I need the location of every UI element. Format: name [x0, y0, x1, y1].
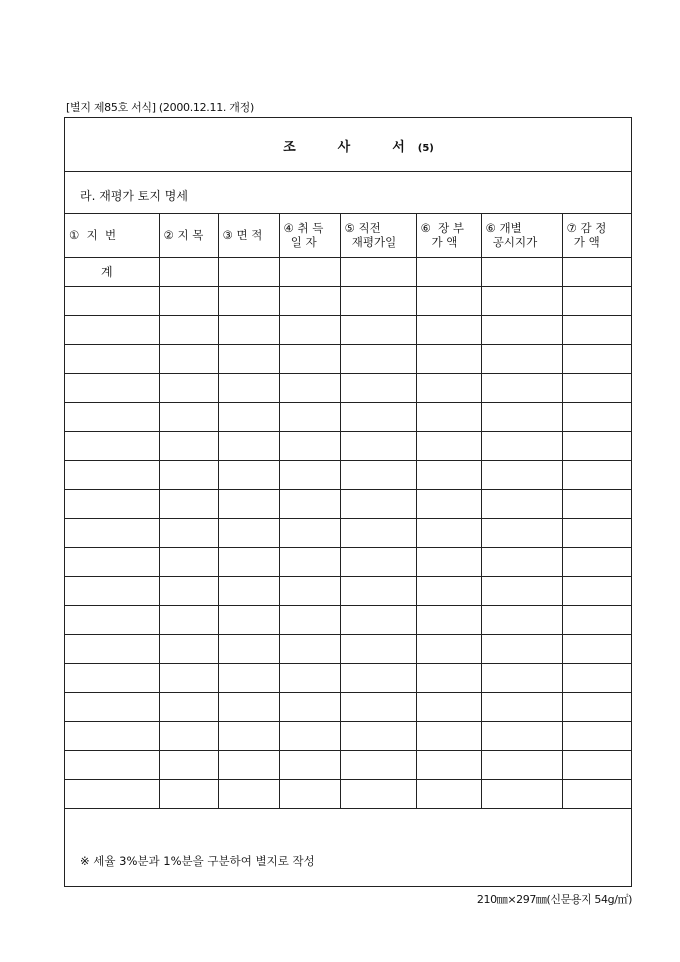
table-cell[interactable]: [218, 489, 279, 518]
table-cell[interactable]: [218, 605, 279, 634]
col-book-value: ⑥ 장 부 가 액: [420, 221, 464, 250]
blank-rows: [65, 286, 631, 808]
table-cell[interactable]: [218, 518, 279, 547]
table-cell[interactable]: [562, 460, 631, 489]
table-row: [65, 547, 631, 576]
table-cell[interactable]: [562, 489, 631, 518]
title-char: 조: [283, 140, 296, 155]
table-cell[interactable]: [562, 692, 631, 721]
table-cell[interactable]: [159, 460, 218, 489]
table-cell[interactable]: [65, 286, 159, 315]
table-cell[interactable]: [279, 402, 340, 431]
table-cell[interactable]: [481, 605, 562, 634]
table-cell[interactable]: [481, 373, 562, 402]
table-cell[interactable]: [218, 663, 279, 692]
header-cell: [562, 214, 631, 257]
table-header: [65, 214, 631, 257]
table-cell[interactable]: [562, 663, 631, 692]
col-area: ③ 면 적: [222, 228, 263, 243]
table-cell[interactable]: [481, 750, 562, 779]
table-cell[interactable]: [562, 344, 631, 373]
table-cell[interactable]: [218, 692, 279, 721]
col-last-revaluation: ⑤ 직전 재평가일: [344, 221, 397, 250]
table-row: [65, 489, 631, 518]
table-cell[interactable]: [481, 692, 562, 721]
table-cell[interactable]: [340, 286, 416, 315]
table-row: [65, 518, 631, 547]
table-cell[interactable]: [159, 489, 218, 518]
table-row: [65, 605, 631, 634]
table-cell[interactable]: [159, 779, 218, 808]
table-cell[interactable]: [416, 605, 481, 634]
table-cell[interactable]: [481, 721, 562, 750]
table-cell[interactable]: [159, 605, 218, 634]
table-row: [65, 634, 631, 663]
table-cell[interactable]: [65, 315, 159, 344]
table-cell[interactable]: [481, 547, 562, 576]
table-cell[interactable]: [218, 547, 279, 576]
table-cell[interactable]: [340, 518, 416, 547]
table-row: [65, 750, 631, 779]
table-cell[interactable]: [279, 286, 340, 315]
table-cell[interactable]: [481, 257, 562, 286]
table-cell[interactable]: [340, 489, 416, 518]
table-cell[interactable]: [65, 576, 159, 605]
table-cell[interactable]: [340, 431, 416, 460]
table-cell[interactable]: [65, 344, 159, 373]
table-cell[interactable]: [218, 634, 279, 663]
col-official-land-price: ⑥ 개별 공시지가: [485, 221, 538, 250]
table-cell[interactable]: [340, 547, 416, 576]
table-cell[interactable]: [159, 315, 218, 344]
col-lot-number: ① 지 번: [69, 228, 117, 243]
table-cell[interactable]: [218, 576, 279, 605]
table-cell[interactable]: [65, 634, 159, 663]
table-cell[interactable]: [340, 605, 416, 634]
header-cell: [65, 214, 159, 257]
table-cell[interactable]: [218, 431, 279, 460]
table-cell[interactable]: [481, 576, 562, 605]
section-row: [65, 172, 631, 214]
col-acquisition-date: ④ 취 득 일 자: [283, 221, 324, 250]
table-cell[interactable]: [416, 286, 481, 315]
table-cell[interactable]: [416, 721, 481, 750]
table-cell[interactable]: [159, 431, 218, 460]
table-cell[interactable]: [340, 576, 416, 605]
table-row: [65, 663, 631, 692]
table-cell[interactable]: [340, 315, 416, 344]
table-cell[interactable]: [562, 547, 631, 576]
table-cell[interactable]: [218, 402, 279, 431]
table-cell[interactable]: [416, 576, 481, 605]
table-cell[interactable]: [279, 460, 340, 489]
table-cell[interactable]: [416, 634, 481, 663]
table-cell[interactable]: [279, 779, 340, 808]
table-cell[interactable]: [65, 605, 159, 634]
section-title: 라. 재평가 토지 명세: [80, 189, 188, 203]
table-cell[interactable]: [481, 460, 562, 489]
table-cell[interactable]: [159, 344, 218, 373]
table-cell[interactable]: [279, 721, 340, 750]
form-reference: [별지 제85호 서식] (2000.12.11. 개정): [66, 101, 254, 114]
table-cell[interactable]: [562, 721, 631, 750]
table-cell[interactable]: [279, 692, 340, 721]
table-cell[interactable]: [218, 721, 279, 750]
total-row: [65, 257, 631, 286]
table-row: [65, 373, 631, 402]
table-cell[interactable]: [562, 257, 631, 286]
table-cell[interactable]: [481, 663, 562, 692]
table-cell[interactable]: [279, 489, 340, 518]
table-cell[interactable]: [562, 315, 631, 344]
table-cell[interactable]: [340, 460, 416, 489]
survey-form: [64, 117, 632, 887]
table-cell[interactable]: [562, 576, 631, 605]
table-cell[interactable]: [416, 692, 481, 721]
footnote: ※ 세율 3%분과 1%분을 구분하여 별지로 작성: [80, 854, 315, 868]
table-cell[interactable]: [218, 373, 279, 402]
table-cell[interactable]: [562, 286, 631, 315]
table-row: [65, 779, 631, 808]
table-cell[interactable]: [416, 750, 481, 779]
table-cell[interactable]: [279, 518, 340, 547]
table-cell[interactable]: [416, 663, 481, 692]
table-cell[interactable]: [218, 315, 279, 344]
table-cell[interactable]: [279, 634, 340, 663]
table-cell[interactable]: [218, 257, 279, 286]
table-cell[interactable]: [279, 663, 340, 692]
title-char: 서: [392, 140, 405, 155]
table-cell[interactable]: [481, 634, 562, 663]
table-cell[interactable]: [65, 460, 159, 489]
header-cell: [159, 214, 218, 257]
table-cell[interactable]: [65, 721, 159, 750]
table-cell[interactable]: [65, 692, 159, 721]
table-cell[interactable]: [279, 576, 340, 605]
table-row: [65, 692, 631, 721]
table-cell[interactable]: [159, 257, 218, 286]
table-row: [65, 576, 631, 605]
table-cell[interactable]: [218, 286, 279, 315]
table-cell[interactable]: [340, 402, 416, 431]
table-row: [65, 460, 631, 489]
header-cell: [416, 214, 481, 257]
table-cell[interactable]: [481, 402, 562, 431]
table-cell[interactable]: [279, 547, 340, 576]
table-cell[interactable]: [340, 634, 416, 663]
table-row: [65, 344, 631, 373]
total-label: 계: [100, 265, 113, 279]
table-cell[interactable]: [65, 489, 159, 518]
table-cell[interactable]: [340, 344, 416, 373]
table-cell[interactable]: [416, 518, 481, 547]
table-cell[interactable]: [65, 663, 159, 692]
table-cell[interactable]: [562, 373, 631, 402]
table-row: [65, 431, 631, 460]
note-row: [65, 834, 631, 886]
table-cell[interactable]: [159, 547, 218, 576]
table-cell[interactable]: [279, 431, 340, 460]
table-cell[interactable]: [340, 663, 416, 692]
land-table: [65, 214, 631, 809]
table-cell[interactable]: [218, 779, 279, 808]
table-cell[interactable]: [65, 402, 159, 431]
table-cell[interactable]: [562, 634, 631, 663]
table-cell[interactable]: [562, 402, 631, 431]
table-cell[interactable]: [159, 692, 218, 721]
table-cell[interactable]: [481, 286, 562, 315]
table-cell[interactable]: [279, 373, 340, 402]
table-row: [65, 402, 631, 431]
table-cell[interactable]: [481, 518, 562, 547]
table-cell[interactable]: [562, 779, 631, 808]
table-cell[interactable]: [159, 402, 218, 431]
header-cell: [481, 214, 562, 257]
table-cell[interactable]: [416, 315, 481, 344]
table-cell[interactable]: [65, 547, 159, 576]
table-cell[interactable]: [218, 344, 279, 373]
table-row: [65, 286, 631, 315]
table-cell[interactable]: [65, 431, 159, 460]
title-number: (5): [417, 143, 434, 154]
table-cell[interactable]: [279, 257, 340, 286]
table-cell[interactable]: [65, 779, 159, 808]
col-appraisal-value: ⑦ 감 정 가 액: [566, 221, 607, 250]
table-cell[interactable]: [481, 431, 562, 460]
table-cell[interactable]: [481, 779, 562, 808]
table-cell[interactable]: [562, 750, 631, 779]
table-cell[interactable]: [562, 605, 631, 634]
table-cell[interactable]: [159, 518, 218, 547]
table-cell[interactable]: [279, 750, 340, 779]
table-row: [65, 315, 631, 344]
table-cell[interactable]: [416, 779, 481, 808]
table-cell[interactable]: [340, 692, 416, 721]
table-cell[interactable]: [416, 373, 481, 402]
table-cell[interactable]: [481, 315, 562, 344]
table-cell[interactable]: [416, 257, 481, 286]
header-cell: [218, 214, 279, 257]
table-cell[interactable]: [340, 750, 416, 779]
title-row: [65, 118, 631, 172]
table-cell[interactable]: [159, 721, 218, 750]
header-cell: [279, 214, 340, 257]
table-cell[interactable]: [279, 315, 340, 344]
table-cell[interactable]: [159, 286, 218, 315]
table-cell[interactable]: [65, 257, 159, 286]
table-cell[interactable]: [159, 373, 218, 402]
table-cell[interactable]: [416, 547, 481, 576]
col-land-category: ② 지 목: [163, 228, 204, 243]
form-title: [65, 136, 631, 155]
table-cell[interactable]: [340, 779, 416, 808]
table-cell[interactable]: [65, 750, 159, 779]
table-cell[interactable]: [416, 431, 481, 460]
table-cell[interactable]: [340, 721, 416, 750]
table-cell[interactable]: [159, 750, 218, 779]
table-cell[interactable]: [481, 489, 562, 518]
title-char: 사: [337, 140, 351, 155]
header-cell: [340, 214, 416, 257]
table-cell[interactable]: [481, 344, 562, 373]
table-cell[interactable]: [340, 373, 416, 402]
table-cell[interactable]: [279, 344, 340, 373]
table-cell[interactable]: [159, 634, 218, 663]
table-cell[interactable]: [65, 518, 159, 547]
table-cell[interactable]: [416, 344, 481, 373]
paper-spec: 210㎜×297㎜(신문용지 54g/㎡): [476, 893, 632, 906]
table-cell[interactable]: [562, 518, 631, 547]
table-cell[interactable]: [218, 460, 279, 489]
table-cell[interactable]: [340, 257, 416, 286]
table-cell[interactable]: [159, 576, 218, 605]
table-cell[interactable]: [416, 489, 481, 518]
table-cell[interactable]: [159, 663, 218, 692]
table-cell[interactable]: [218, 750, 279, 779]
table-cell[interactable]: [65, 373, 159, 402]
table-cell[interactable]: [416, 402, 481, 431]
table-cell[interactable]: [416, 460, 481, 489]
table-row: [65, 721, 631, 750]
table-cell[interactable]: [562, 431, 631, 460]
table-cell[interactable]: [279, 605, 340, 634]
